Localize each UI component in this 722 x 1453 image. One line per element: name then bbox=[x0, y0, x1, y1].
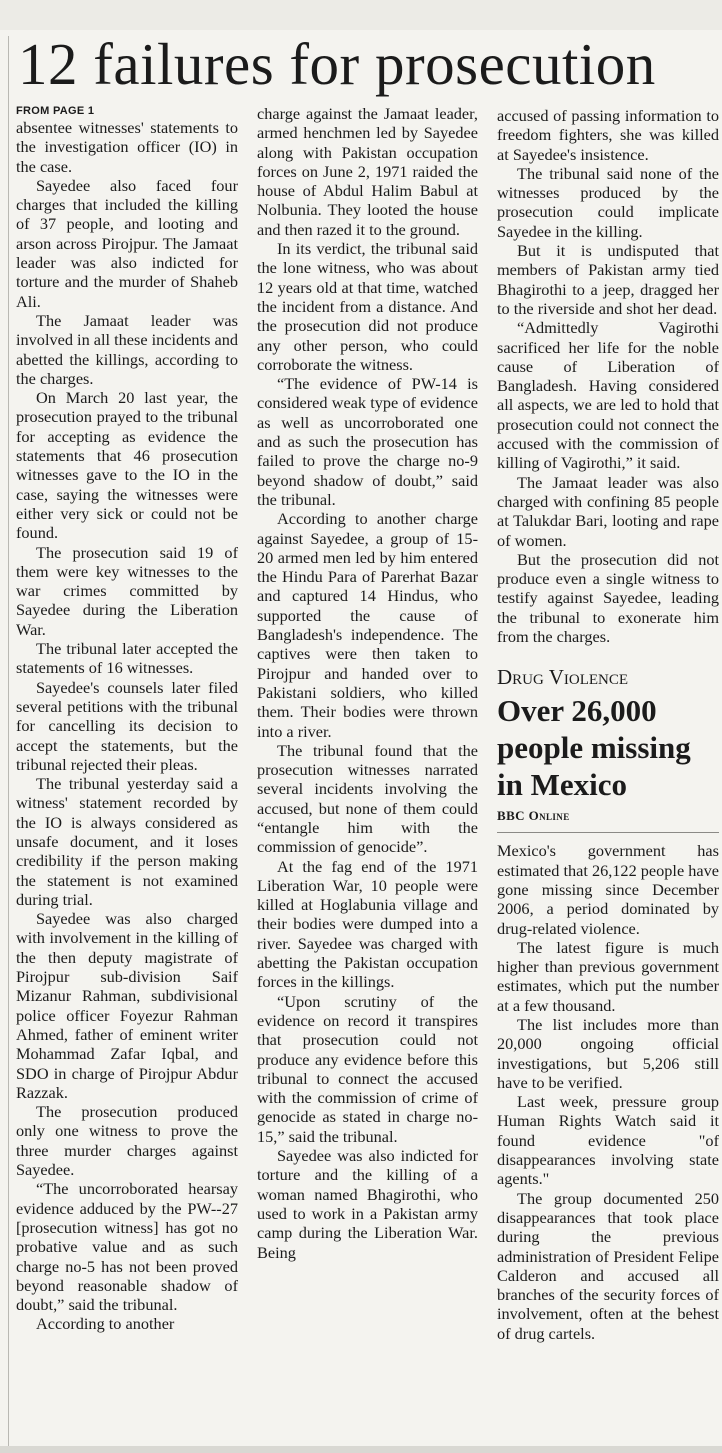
paragraph: The tribunal yesterday said a witness' statement recorded by the IO is always considered as unsafe document, and it loses credibility if the person making the statement is not examined during trial. bbox=[16, 774, 238, 909]
paragraph: According to another bbox=[36, 1314, 175, 1334]
paragraph: Mexico's government has estimated that 26,122 people have gone missing since December 2006, a period dominated by drug-related violence. bbox=[497, 841, 719, 938]
jump-label: FROM PAGE 1 bbox=[16, 105, 95, 117]
paragraph: “Upon scrutiny of the evidence on record it transpires that prosecution could not produce any evidence before this tribunal to connect the accused with the commission of crime of genocide as stated in charge no-15,” said the tribunal. bbox=[257, 991, 478, 1146]
paragraph: The prosecution produced only one witness to prove the three murder charges against Sayedee. bbox=[16, 1102, 238, 1180]
paragraph: charge against the Jamaat leader, armed henchmen led by Sayedee along with Pakistan occupation forces on June 2, 1971 raided the house of Abdul Halim Babul at Nolbunia. They looted the house and then razed it to the ground. bbox=[257, 104, 478, 239]
paragraph: The list includes more than 20,000 ongoing official investigations, but 5,206 still have to be verified. bbox=[497, 1014, 719, 1092]
top-page-strip bbox=[0, 0, 722, 30]
paragraph: Sayedee was also indicted for torture and the killing of a woman named Bhagirothi, who used to work in a Pakistan army camp during the Liberation War. Being bbox=[257, 1146, 478, 1262]
paragraph: The tribunal found that the prosecution witnesses narrated several incidents involving the accused, but none of them could “entangle him with the commission of genocide”. bbox=[257, 740, 478, 857]
paragraph: The Jamaat leader was involved in all these incidents and abetted the killings, according to the charges. bbox=[16, 310, 238, 388]
byline-divider bbox=[497, 832, 719, 833]
article-column-1 bbox=[16, 104, 238, 1442]
paragraph: But it is undisputed that members of Pakistan army tied Bhagirothi to a jeep, dragged her to the riverside and shot her dead. bbox=[497, 241, 719, 318]
sidebar-headline: Over 26,000 people missing in Mexico bbox=[497, 693, 691, 803]
paragraph: In its verdict, the tribunal said the lone witness, who was about 12 years old at that time, watched the incident from a distance. And the prosecution did not produce any other person, who could corroborate the witness. bbox=[257, 239, 478, 374]
article-column-3 bbox=[497, 106, 719, 1444]
paragraph: “The evidence of PW-14 is considered weak type of evidence as well as uncorroborated one and as such the prosecution has failed to prove the charge no-9 beyond shadow of doubt,” said the tribunal. bbox=[257, 374, 478, 509]
paragraph: Sayedee also faced four charges that included the killing of 37 people, and looting and arson across Pirojpur. The Jamaat leader was also indicted for torture and the murder of Shaheb Ali. bbox=[16, 175, 238, 311]
paragraph: At the fag end of the 1971 Liberation War, 10 people were killed at Hoglabunia village and their bodies were dumped into a river. Sayedee was charged with abetting the Pakistan occupation forces in the killings. bbox=[257, 856, 478, 992]
paragraph: Sayedee's counsels later filed several petitions with the tribunal for cancelling its decision to accept the statements, but the tribunal rejected their pleas. bbox=[16, 677, 238, 774]
paragraph: On March 20 last year, the prosecution prayed to the tribunal for accepting as evidence the statements that 46 prosecution witnesses gave to the IO in the case, saying the witnesses were either very sick or could not be found. bbox=[16, 388, 238, 543]
paragraph: “Admittedly Vagirothi sacrificed her life for the noble cause of Liberation of Bangladesh. Having considered all aspects, we are led to hold that prosecution could not connect the accused with the commission of killing of Vagirothi,” it said. bbox=[497, 318, 719, 473]
paragraph: “The uncorroborated hearsay evidence adduced by the PW--27 [prosecution witness] has got no probative value and as such charge no-5 has not been proved beyond reasonable shadow of doubt,” said the tribunal. bbox=[16, 1179, 238, 1315]
paragraph: The prosecution said 19 of them were key witnesses to the war crimes committed by Sayedee during the Liberation War. bbox=[16, 542, 238, 639]
paragraph: The tribunal later accepted the statements of 16 witnesses. bbox=[16, 639, 238, 678]
bottom-page-strip bbox=[0, 1446, 722, 1453]
article-column-2 bbox=[257, 104, 478, 1442]
paragraph: Last week, pressure group Human Rights Watch said it found evidence "of disappearances involving state agents." bbox=[497, 1092, 719, 1189]
paragraph: The Jamaat leader was also charged with confining 85 people at Talukdar Bari, looting and rape of women. bbox=[497, 472, 719, 550]
sidebar-kicker: Drug Violence bbox=[497, 665, 629, 690]
paragraph: absentee witnesses' statements to the investigation officer (IO) in the case. bbox=[16, 118, 238, 176]
paragraph: But the prosecution did not produce even a single witness to testify against Sayedee, leading the tribunal to exonerate him from the charges. bbox=[497, 549, 719, 647]
paragraph: According to another charge against Sayedee, a group of 15-20 armed men led by him entered the Hindu Para of Parerhat Bazar and captured 14 Hindus, who supported the cause of Bangladesh's independence. The captives were then taken to Pirojpur and handed over to Pakistani soldiers, who killed them. Their bodies were thrown into a river. bbox=[257, 509, 478, 741]
sidebar-byline: BBC Online bbox=[497, 808, 570, 824]
paragraph: The tribunal said none of the witnesses produced by the prosecution could implicate Sayedee in the killing. bbox=[497, 163, 719, 241]
article-headline: 12 failures for prosecution bbox=[18, 31, 656, 97]
paragraph: The group documented 250 disappearances that took place during the previous administration of President Felipe Calderon and accused all branches of the security forces of involvement, often at the behest of drug cartels. bbox=[497, 1188, 719, 1343]
paragraph: The latest figure is much higher than previous government estimates, which put the number at a few thousand. bbox=[497, 937, 719, 1015]
column-rule bbox=[8, 36, 9, 1446]
paragraph: Sayedee was also charged with involvement in the killing of the then deputy magistrate of Pirojpur sub-division Saif Mizanur Rahman, subdivisional police officer Foyezur Rahman Ahmed, father of eminent writer Mohammad Zafar Iqbal, and SDO in charge of Pirojpur Abdur Razzak. bbox=[16, 909, 238, 1102]
paragraph: accused of passing information to freedom fighters, she was killed at Sayedee's insistence. bbox=[497, 106, 719, 164]
